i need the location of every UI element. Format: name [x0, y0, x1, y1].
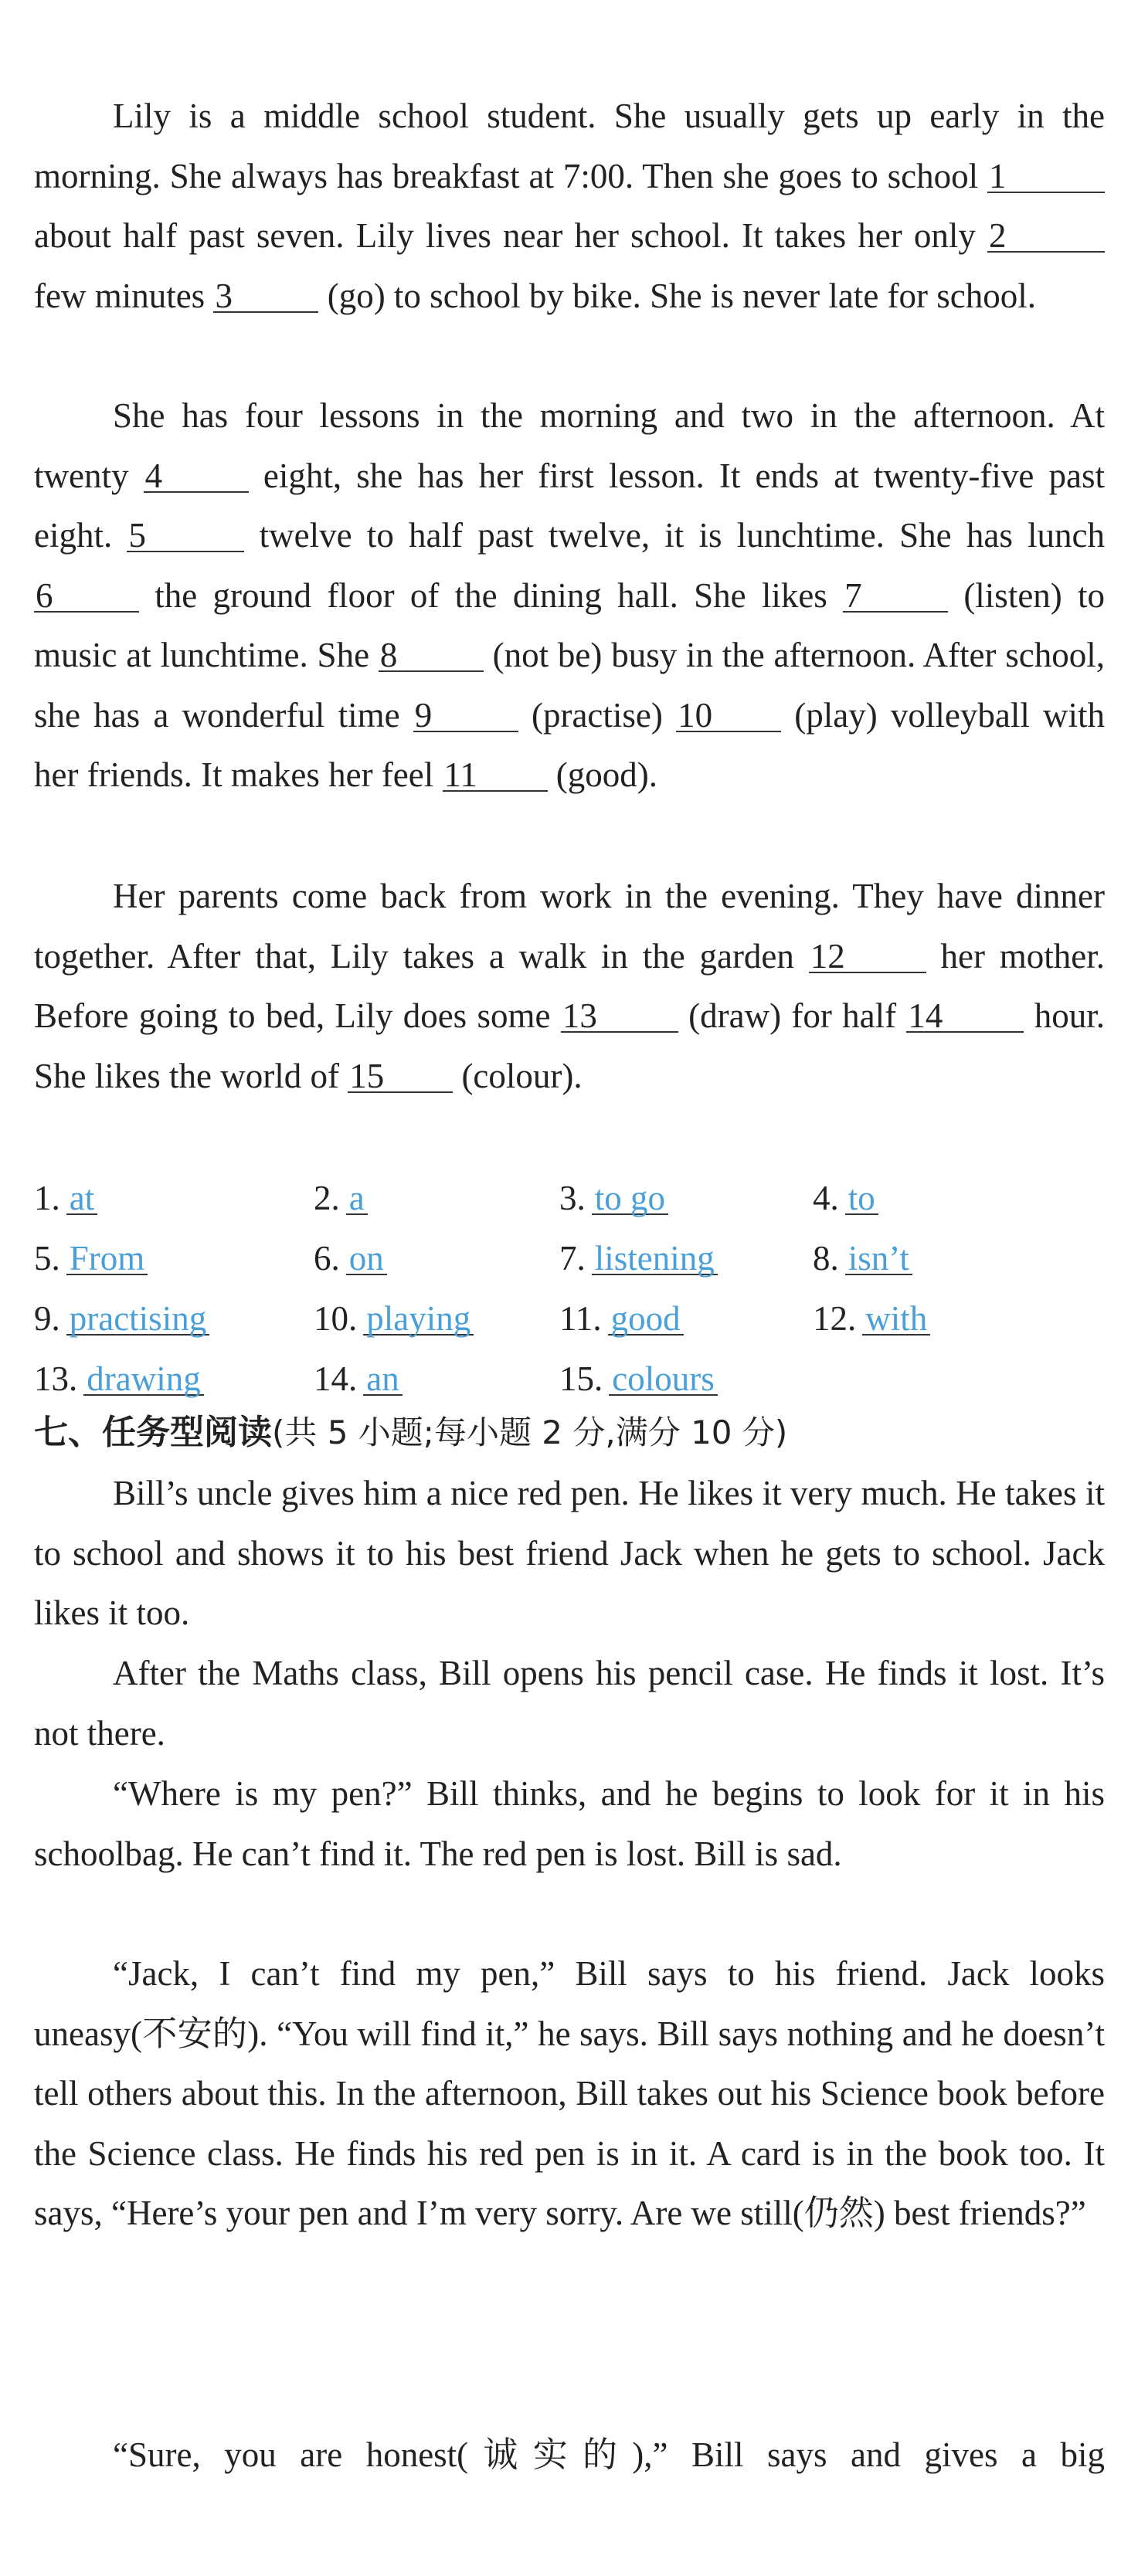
- blank-15: 15: [348, 1061, 453, 1093]
- text: (colour).: [461, 1056, 583, 1095]
- text: (good).: [555, 755, 657, 794]
- passage1-paragraph-3: [34, 867, 1105, 1106]
- blank-3: 3: [213, 280, 318, 313]
- blank-6: 6: [34, 580, 139, 613]
- passage2-paragraph-2: [34, 1644, 1105, 1763]
- answer-5: 5. From: [34, 1228, 148, 1288]
- answer-key: [34, 1168, 1105, 1409]
- answer-row: [34, 1349, 1105, 1409]
- passage1-paragraph-2: [34, 386, 1105, 806]
- blank-1: 1: [987, 161, 1105, 193]
- text: about half past seven. Lily lives near her school. It takes her only: [34, 216, 976, 255]
- text: “Where is my pen?” Bill thinks, and he begins to look for it in his schoolbag. He can’t find it. The red pen is lost. Bill is sad.: [34, 1774, 1105, 1873]
- passage2-paragraph-1: [34, 1464, 1105, 1644]
- blank-7: 7: [843, 580, 948, 613]
- section-subtitle: (共 5 小题;每小题 2 分,满分 10 分): [272, 1414, 788, 1451]
- text: (practise): [531, 695, 663, 735]
- text: “Sure, you are honest(诚实的),” Bill says and gives a big: [113, 2435, 1105, 2474]
- answer-row: [34, 1288, 1105, 1349]
- answer-13: 13. drawing: [34, 1349, 204, 1409]
- answer-15: 15. colours: [559, 1349, 718, 1409]
- answer-4: 4. to: [813, 1168, 878, 1228]
- text: twelve to half past twelve, it is lunchtime. She has lunch: [259, 516, 1106, 555]
- text: Her parents come back from work in the evening. They have dinner together. After that, Lily takes a walk in the garden: [34, 877, 1105, 976]
- answer-7: 7. listening: [559, 1228, 718, 1288]
- text: (not be) busy in the afternoon. After school, she has a wonderful time: [34, 636, 1106, 735]
- answer-8: 8. isn’t: [813, 1228, 912, 1288]
- blank-9: 9: [413, 700, 518, 732]
- passage2-paragraph-4: [34, 1944, 1105, 2244]
- blank-2: 2: [987, 220, 1105, 253]
- section-heading: [34, 1406, 787, 1460]
- answer-9: 9. practising: [34, 1288, 209, 1349]
- blank-12: 12: [809, 941, 926, 973]
- text: (go) to school by bike. She is never late for school.: [327, 276, 1036, 315]
- answer-11: 11. good: [559, 1288, 684, 1349]
- text: hour. She likes the world of: [34, 996, 1105, 1095]
- text: (listen) to music at lunchtime. She: [34, 575, 1106, 674]
- answer-row: [34, 1228, 1105, 1288]
- answer-2: 2. a: [314, 1168, 368, 1228]
- answer-14: 14. an: [314, 1349, 403, 1409]
- text: She has four lessons in the morning and two in the afternoon. At twenty: [34, 396, 1105, 495]
- blank-11: 11: [443, 759, 548, 792]
- text: (draw) for half: [688, 996, 897, 1035]
- blank-8: 8: [379, 640, 484, 672]
- text: few minutes: [34, 276, 206, 315]
- blank-14: 14: [906, 1000, 1024, 1033]
- blank-10: 10: [676, 700, 781, 732]
- blank-4: 4: [144, 460, 249, 493]
- passage1-paragraph-1: [34, 87, 1105, 326]
- answer-12: 12. with: [813, 1288, 930, 1349]
- text: the ground floor of the dining hall. She likes: [155, 575, 827, 615]
- text: her mother. Before going to bed, Lily does some: [34, 936, 1106, 1035]
- passage2-paragraph-5: [34, 2425, 1105, 2486]
- answer-row: [34, 1168, 1105, 1228]
- text: After the Maths class, Bill opens his pencil case. He finds it lost. It’s not there.: [34, 1654, 1105, 1753]
- passage2-paragraph-3: [34, 1764, 1105, 1884]
- text: (play) volleyball with her friends. It makes her feel: [34, 695, 1106, 794]
- text: “Jack, I can’t find my pen,” Bill says to his friend. Jack looks uneasy(不安的). “You will find it,” he says. Bill says nothing and he doesn’t tell others about this. In the afternoon, Bill takes out his Science book before the Science class. He finds his red pen is in it. A card is in the book too. It says, “Here’s your pen and I’m very sorry. Are we still(仍然) best friends?”: [34, 1954, 1105, 2232]
- blank-5: 5: [127, 520, 244, 552]
- text: Lily is a middle school student. She usually gets up early in the morning. She always has breakfast at 7:00. Then she goes to school: [34, 97, 1105, 195]
- text: eight, she has her first lesson. It ends at twenty-five past eight.: [34, 456, 1105, 555]
- answer-3: 3. to go: [559, 1168, 668, 1228]
- answer-6: 6. on: [314, 1228, 387, 1288]
- answer-10: 10. playing: [314, 1288, 474, 1349]
- section-title: 七、任务型阅读: [34, 1413, 272, 1452]
- answer-1: 1. at: [34, 1168, 97, 1228]
- text: Bill’s uncle gives him a nice red pen. He likes it very much. He takes it to school and shows it to his best friend Jack when he gets to school. Jack likes it too.: [34, 1474, 1105, 1632]
- blank-13: 13: [561, 1000, 678, 1033]
